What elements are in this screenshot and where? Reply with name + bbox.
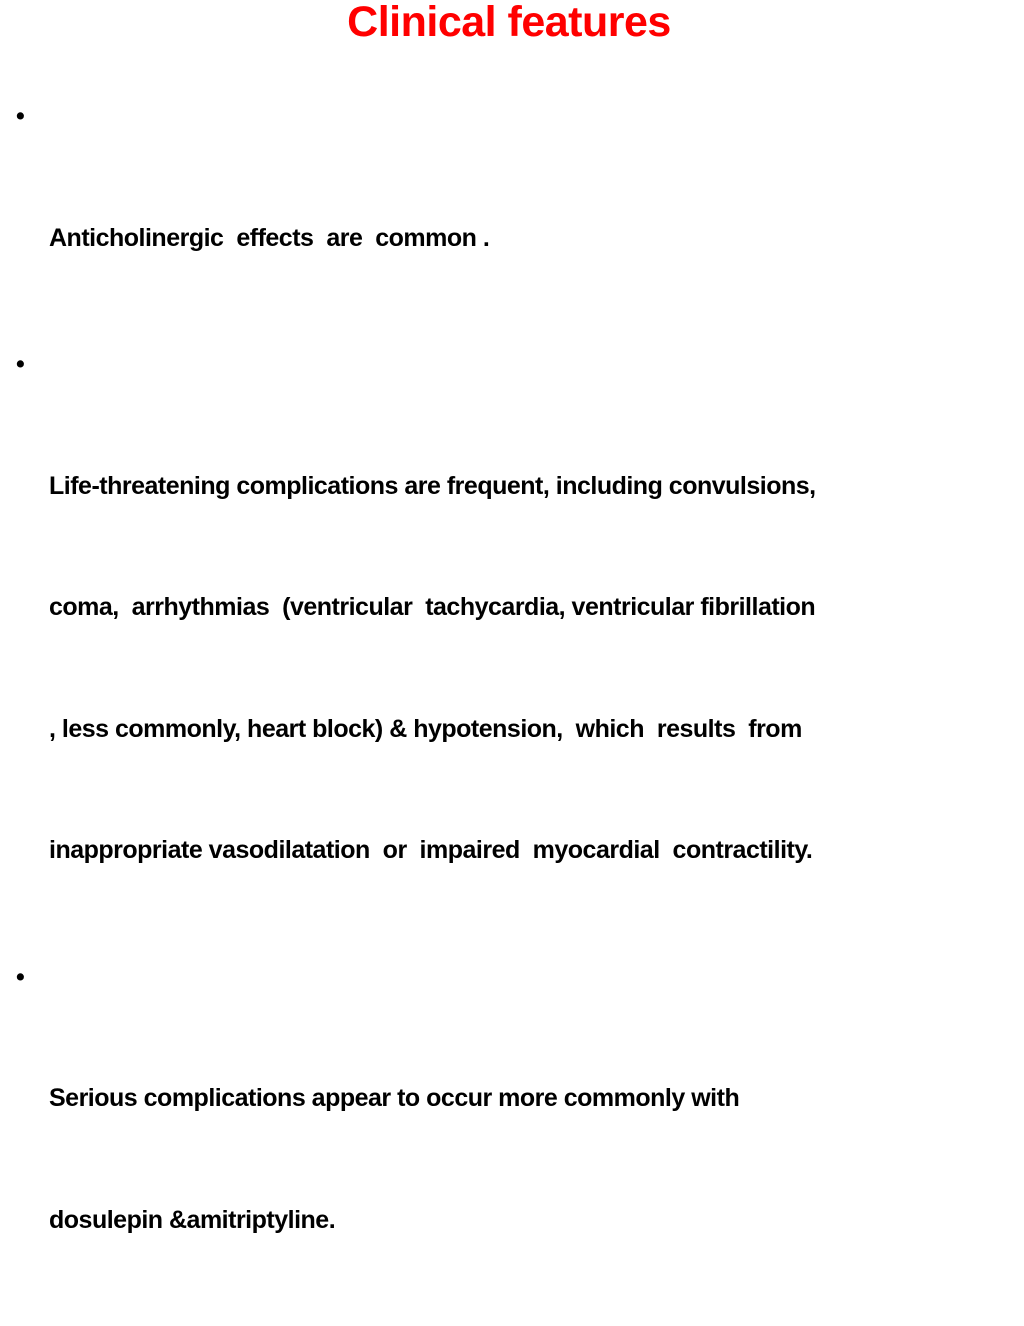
bullet-text-line: Life-threatening complications are frequent, including convulsions, <box>49 471 816 500</box>
bullet-icon: • <box>16 102 25 130</box>
bullet-text-line: coma, arrhythmias (ventricular tachycardia, ventricular fibrillation <box>49 593 816 621</box>
slide-title: Clinical features <box>347 0 671 46</box>
bullet-text-line: Serious complications appear to occur more commonly with <box>49 1084 740 1112</box>
bullet-item <box>16 96 1016 339</box>
bullet-item <box>16 344 1016 952</box>
bullet-text-line: Anticholinergic effects are common . <box>49 223 490 252</box>
bullet-list <box>16 96 1016 1326</box>
bullet-text-line: , less commonly, heart block) & hypotension, which results from <box>49 714 802 743</box>
bullet-icon: • <box>16 962 25 991</box>
bullet-text-line: inappropriate vasodilatation or impaired myocardial contractility. <box>49 836 813 864</box>
bullet-icon: • <box>16 350 25 378</box>
bullet-item <box>16 957 1016 1322</box>
bullet-text-line: dosulepin &amitriptyline. <box>49 1205 336 1234</box>
